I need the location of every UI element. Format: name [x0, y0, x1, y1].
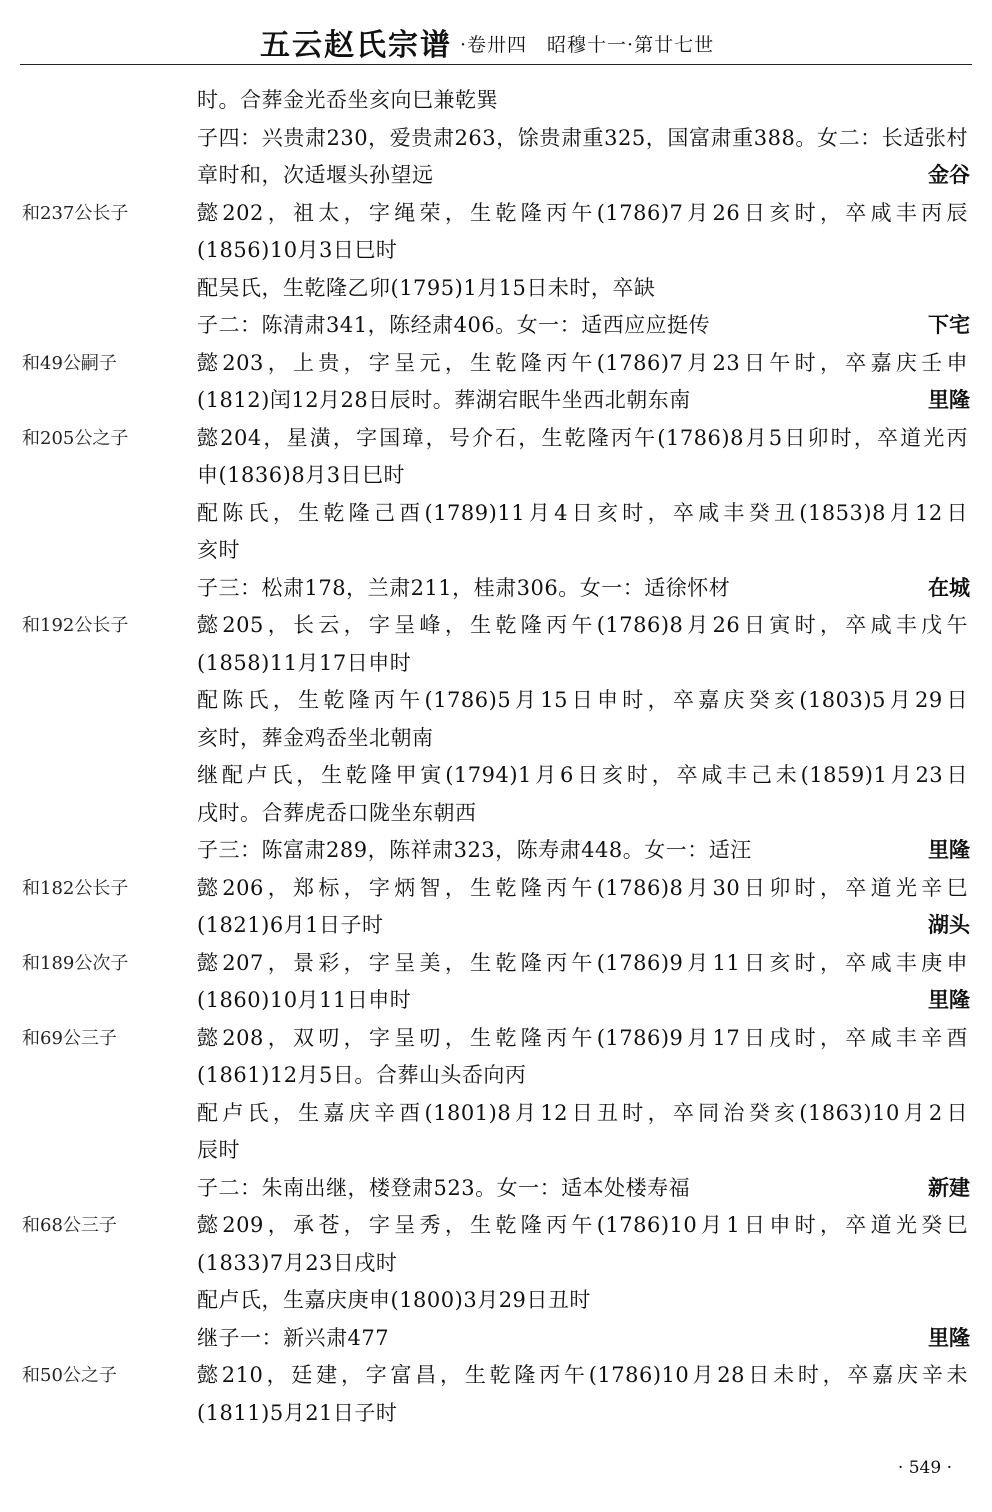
entry-line — [0, 532, 992, 570]
entry-line — [0, 907, 992, 945]
genealogy-title: 五云赵氏宗谱 — [260, 28, 452, 63]
entry-line — [0, 270, 992, 308]
entry-text: (1858)11月17日申时 — [197, 650, 412, 675]
volume-subtitle: ·卷卅四 昭穆十一·第廿七世 — [460, 34, 715, 56]
entry-text: 配陈氏，生乾隆丙午(1786)5月15日申时，卒嘉庆癸亥(1803)5月29日 — [197, 688, 968, 712]
entry-text: (1821)6月1日子时 — [197, 913, 384, 937]
residence-place: 里隆 — [928, 1325, 970, 1350]
entry-text: 配陈氏，生乾隆己酉(1789)11月4日亥时，卒咸丰癸丑(1853)8月12日 — [197, 500, 968, 525]
entry-text: 戌时。合葬虎岙口陇坐东朝西 — [197, 800, 477, 825]
entry-text: 亥时，葬金鸡岙坐北朝南 — [197, 725, 434, 750]
entry-text: 亥时 — [197, 538, 240, 562]
entry-text: 章时和，次适堰头孙望远 — [197, 163, 434, 187]
entry-text: (1856)10月3日巳时 — [197, 238, 398, 262]
entry-text: 懿206，郑标，字炳智，生乾隆丙午(1786)8月30日卯时，卒道光辛巳 — [197, 875, 968, 900]
genealogy-entries — [0, 82, 992, 1432]
entry-text: 懿210，廷建，字富昌，生乾隆丙午(1786)10月28日未时，卒嘉庆辛未 — [197, 1363, 968, 1387]
entry-text: 懿202，祖太，字绳荣，生乾隆丙午(1786)7月26日亥时，卒咸丰丙辰 — [197, 200, 968, 225]
entry-line — [0, 82, 992, 120]
entry-text: 配卢氏，生嘉庆辛酉(1801)8月12日丑时，卒同治癸亥(1863)10月2日 — [197, 1100, 968, 1125]
entry-line — [0, 382, 992, 420]
entry-text: 子四：兴贵肃230，爱贵肃263，馀贵肃重325，国富肃重388。女二：长适张村 — [197, 125, 968, 150]
entry-line — [0, 1282, 992, 1320]
lineage-label: 和189公次子 — [22, 952, 129, 974]
entry-line — [0, 157, 992, 195]
entry-text: 配卢氏，生嘉庆庚申(1800)3月29日丑时 — [197, 1288, 591, 1312]
entry-text: 继子一：新兴肃477 — [197, 1325, 390, 1350]
entry-line — [0, 1170, 992, 1208]
entry-line — [0, 832, 992, 870]
entry-line — [0, 1057, 992, 1095]
entry-line — [0, 570, 992, 608]
page-header — [20, 16, 972, 65]
entry-text: (1812)闰12月28日辰时。葬湖宕眠牛坐西北朝东南 — [197, 388, 691, 412]
lineage-label: 和49公嗣子 — [22, 352, 117, 374]
residence-place: 里隆 — [928, 988, 970, 1012]
entry-line — [0, 195, 992, 233]
entry-line — [0, 945, 992, 983]
residence-place: 金谷 — [928, 163, 970, 187]
entry-line — [0, 495, 992, 533]
lineage-label: 和192公长子 — [22, 615, 129, 636]
entry-line — [0, 120, 992, 158]
residence-place: 里隆 — [928, 838, 970, 862]
entry-line — [0, 607, 992, 645]
entry-line — [0, 232, 992, 270]
entry-line — [0, 720, 992, 758]
entry-text: 懿205，长云，字呈峰，生乾隆丙午(1786)8月26日寅时，卒咸丰戊午 — [197, 613, 968, 637]
entry-text: 子二：陈清肃341，陈经肃406。女一：适西应应挺传 — [197, 313, 711, 337]
entry-line — [0, 645, 992, 683]
residence-place: 新建 — [928, 1175, 970, 1200]
lineage-label: 和50公之子 — [22, 1365, 117, 1386]
entry-text: 懿204，星潢，字国璋，号介石，生乾隆丙午(1786)8月5日卯时，卒道光丙 — [197, 425, 968, 450]
lineage-label: 和182公长子 — [22, 877, 129, 899]
entry-line — [0, 795, 992, 833]
residence-place: 在城 — [928, 575, 970, 600]
entry-line — [0, 982, 992, 1020]
entry-line — [0, 345, 992, 383]
entry-text: 懿209，承苍，字呈秀，生乾隆丙午(1786)10月1日申时，卒道光癸巳 — [197, 1213, 968, 1237]
lineage-label: 和237公长子 — [22, 202, 129, 224]
entry-line — [0, 1020, 992, 1058]
entry-text: 子三：陈富肃289，陈祥肃323，陈寿肃448。女一：适汪 — [197, 838, 752, 862]
entry-text: 辰时 — [197, 1138, 240, 1162]
entry-line — [0, 1320, 992, 1358]
residence-place: 湖头 — [928, 913, 970, 937]
entry-line — [0, 457, 992, 495]
residence-place: 下宅 — [928, 313, 970, 337]
entry-text: 懿207，景彩，字呈美，生乾隆丙午(1786)9月11日亥时，卒咸丰庚申 — [197, 950, 968, 975]
entry-line — [0, 1357, 992, 1395]
entry-text: 懿208，双叨，字呈叨，生乾隆丙午(1786)9月17日戌时，卒咸丰辛酉 — [197, 1025, 968, 1050]
lineage-label: 和68公三子 — [22, 1215, 117, 1236]
entry-text: (1860)10月11日申时 — [197, 988, 412, 1012]
entry-line — [0, 757, 992, 795]
entry-text: 申(1836)8月3日巳时 — [197, 463, 406, 487]
lineage-label: 和205公之子 — [22, 427, 129, 449]
entry-text: (1811)5月21日子时 — [197, 1400, 398, 1425]
entry-text: 时。合葬金光岙坐亥向巳兼乾巽 — [197, 88, 498, 112]
entry-text: (1833)7月23日戌时 — [197, 1250, 398, 1275]
entry-line — [0, 1395, 992, 1433]
entry-text: 配吴氏，生乾隆乙卯(1795)1月15日未时，卒缺 — [197, 275, 656, 300]
entry-line — [0, 682, 992, 720]
entry-line — [0, 420, 992, 458]
entry-text: 子二：朱南出继，楼登肃523。女一：适本处楼寿福 — [197, 1175, 691, 1200]
entry-line — [0, 1245, 992, 1283]
page-number: · 549 · — [897, 1458, 952, 1478]
lineage-label: 和69公三子 — [22, 1027, 117, 1049]
entry-line — [0, 307, 992, 345]
entry-line — [0, 1095, 992, 1133]
entry-text: 子三：松肃178，兰肃211，桂肃306。女一：适徐怀材 — [197, 575, 731, 600]
entry-text: 继配卢氏，生乾隆甲寅(1794)1月6日亥时，卒咸丰己未(1859)1月23日 — [197, 763, 968, 787]
residence-place: 里隆 — [928, 388, 970, 412]
entry-text: 懿203，上贵，字呈元，生乾隆丙午(1786)7月23日午时，卒嘉庆壬申 — [197, 350, 968, 375]
entry-line — [0, 1132, 992, 1170]
entry-line — [0, 1207, 992, 1245]
entry-line — [0, 870, 992, 908]
entry-text: (1861)12月5日。合葬山头岙向丙 — [197, 1063, 527, 1087]
